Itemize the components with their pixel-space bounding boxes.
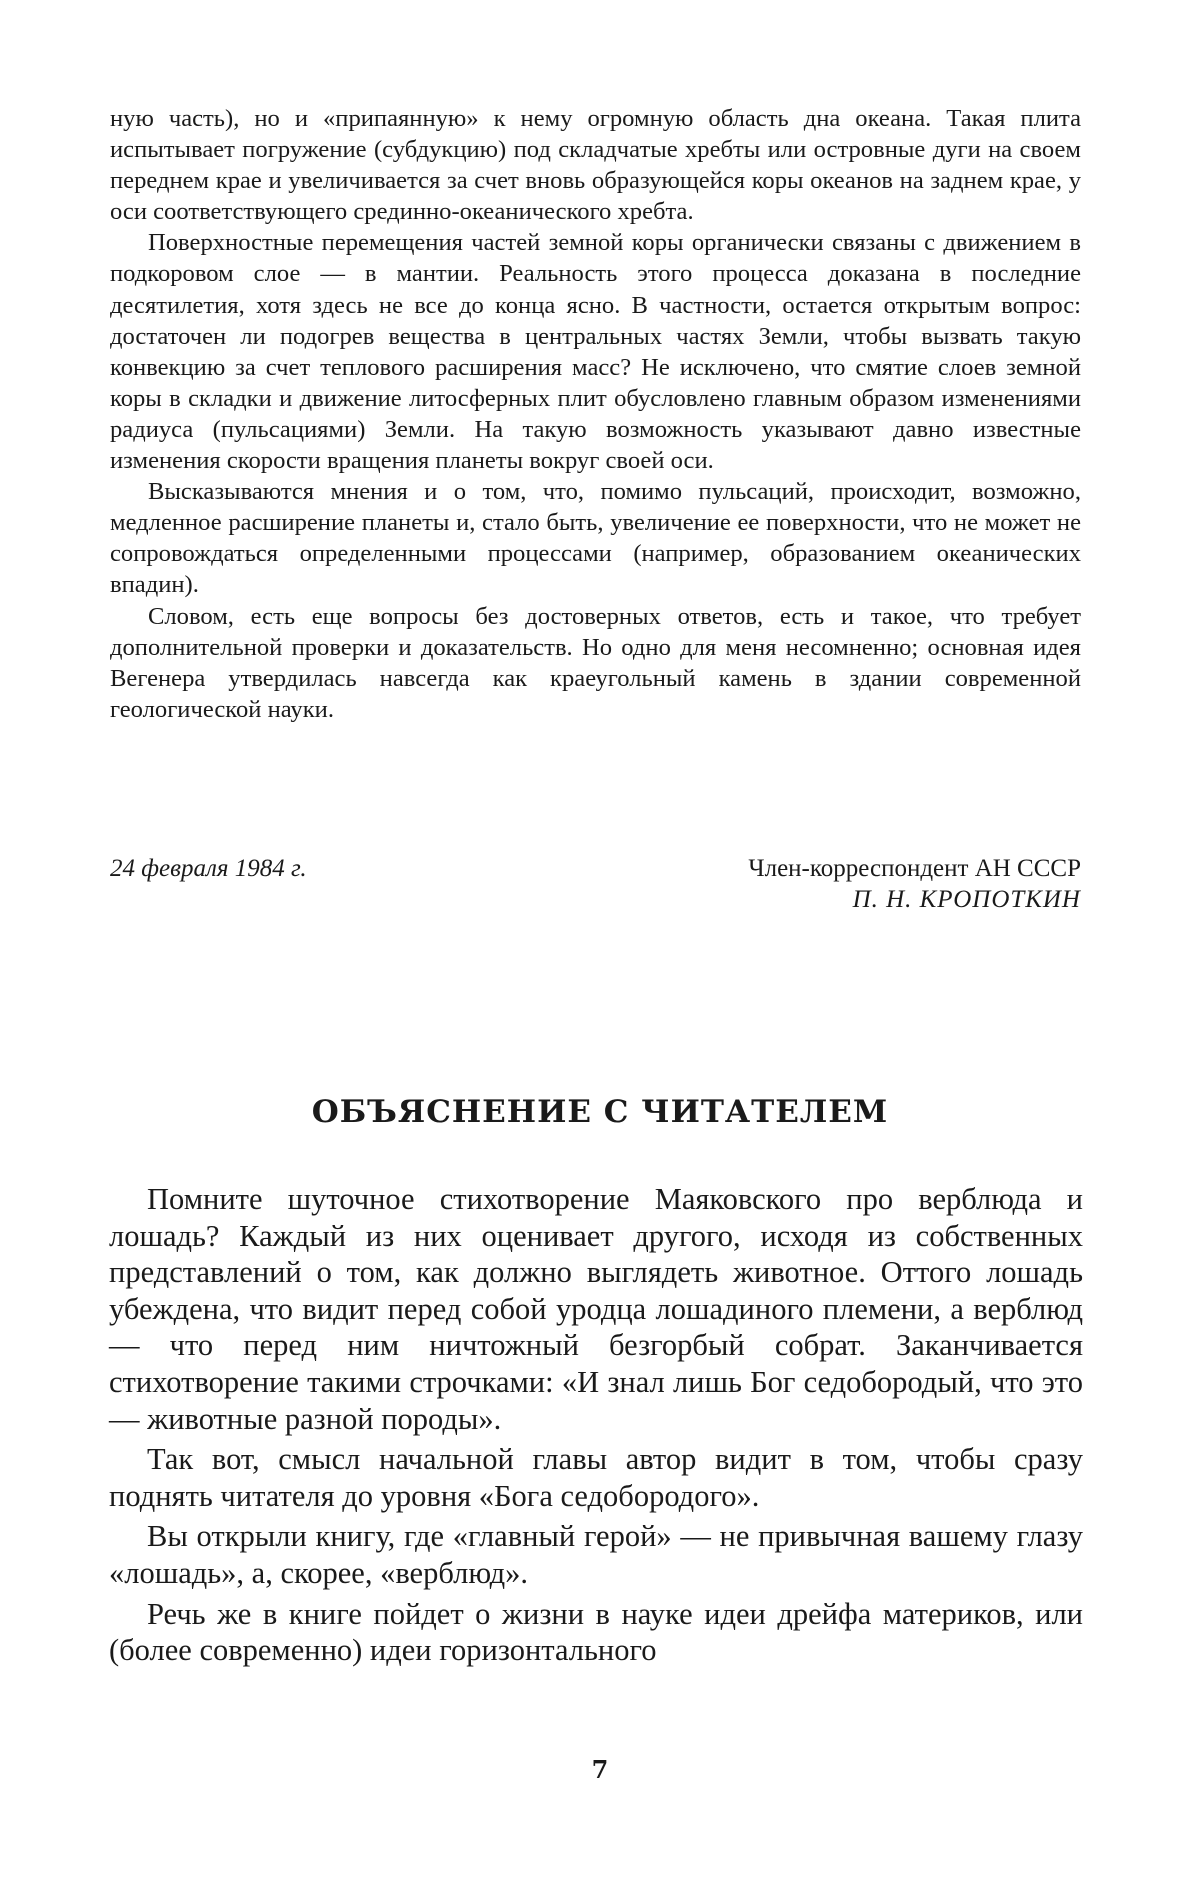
foreword-paragraph: Поверхностные перемещения частей земной коры органически связаны с движением в подкоровом слое — в мантии. Реальность этого процесса доказана в последние десятилетия, хотя здесь не все до конца ясно. В частности, остается открытым вопрос: достаточен ли подогрев вещества в центральных частях Земли, чтобы вызвать такую конвекцию за счет теплового расширения масс? Не исключено, что смятие слоев земной коры в складки и движение литосферных плит обусловлено главным образом изменениями радиуса (пульсациями) Земли. На такую возможность указывают давно известные изменения скорости вращения планеты вокруг своей оси. [110,229,1081,475]
page-number: 7 [591,1755,609,1784]
section-paragraph: Так вот, смысл начальной главы автор видит в том, чтобы сразу поднять читателя до уровня «Бога седобородого». [109,1442,1083,1513]
foreword-signature [110,853,1081,923]
section-paragraph: Речь же в книге пойдет о жизни в науке идеи дрейфа материков, или (более современно) идеи горизонтального [109,1596,1083,1668]
section-text [109,1181,1083,1673]
signature-role: Член-корреспондент АН СССР [748,855,1081,882]
foreword-text [110,103,1081,725]
signature-name: П. Н. КРОПОТКИН [852,886,1081,913]
signature-date: 24 февраля 1984 г. [110,855,307,882]
section-title: ОБЪЯСНЕНИЕ С ЧИТАТЕЛЕМ [311,1094,889,1130]
section-paragraph: Помните шуточное стихотворение Маяковского про верблюда и лошадь? Каждый из них оценивает другого, исходя из собственных представлений о том, как должно выглядеть животное. Оттого лошадь убеждена, что видит перед собой уродца лошадиного племени, а верблюд — что перед ним ничтожный безгорбый собрат. Заканчивается стихотворение такими строчками: «И знал лишь Бог седобородый, что это — животные разной породы». [109,1182,1083,1436]
foreword-paragraph: ную часть), но и «припаянную» к нему огромную область дна океана. Такая плита испытывает погружение (субдукцию) под складчатые хребты или островные дуги на своем переднем крае и увеличивается за счет вновь образующейся коры океанов на заднем крае, у оси соответствующего срединно-океанического хребта. [110,105,1081,226]
foreword-paragraph: Словом, есть еще вопросы без достоверных ответов, есть и такое, что требует дополнительной проверки и доказательств. Но одно для меня несомненно; основная идея Вегенера утвердилась навсегда как краеугольный камень в здании современной геологической науки. [110,602,1081,723]
section-paragraph: Вы открыли книгу, где «главный герой» — не привычная вашему глазу «лошадь», а, скорее, «верблюд». [109,1519,1083,1590]
foreword-paragraph: Высказываются мнения и о том, что, помимо пульсаций, происходит, возможно, медленное расширение планеты и, стало быть, увеличение ее поверхности, что не может не сопровождаться определенными процессами (например, образованием океанических впадин). [110,478,1081,599]
